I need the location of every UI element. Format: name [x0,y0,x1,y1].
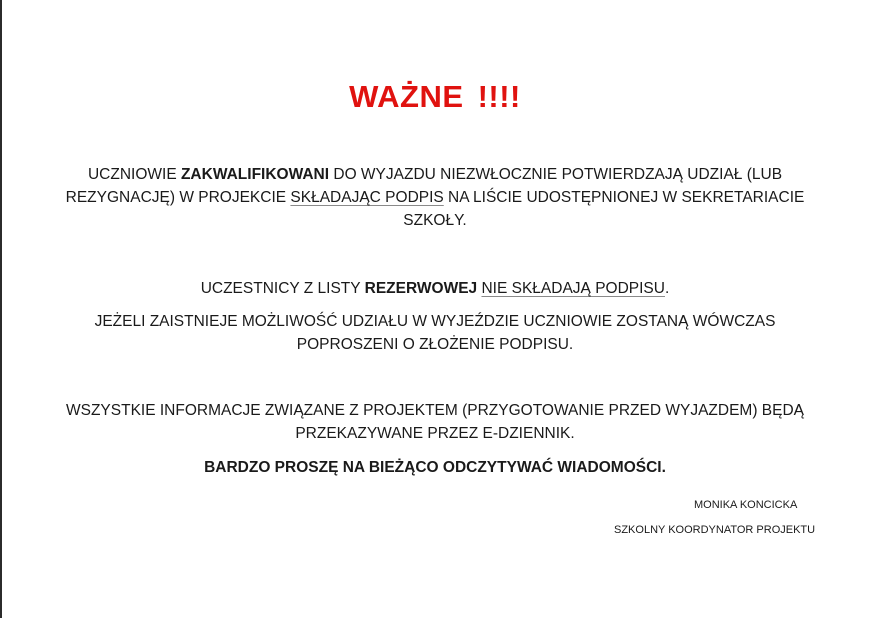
p5-bold-text: BARDZO PROSZĘ NA BIEŻĄCO ODCZYTYWAĆ WIADOMOŚCI. [204,459,666,476]
signature-name: MONIKA KONCICKA [694,499,798,511]
p2-underlined-no-signature: NIE SKŁADAJĄ PODPISU [481,280,665,297]
p1-bold-qualified: ZAKWALIFIKOWANI [180,166,330,183]
title-word: WAŻNE [349,79,464,114]
p1-text-e: NA LIŚCIE UDOSTĘPNIONEJ W SEKRETARIACIE SZKOŁY. [403,189,805,229]
p1-text-a: UCZNIOWIE [87,166,181,183]
title-exclamations: !!!! [477,79,521,114]
paragraph-please-read [60,456,810,479]
paragraph-possibility: JEŻELI ZAISTNIEJE MOŻLIWOŚĆ UDZIAŁU W WYJEŹDZIE UCZNIOWIE ZOSTANĄ WÓWCZAS POPROSZENI O ZŁOŻENIE PODPISU. [94,313,776,353]
p1-underlined-signature: SKŁADAJĄC PODPIS [290,189,444,206]
paragraph-information: WSZYSTKIE INFORMACJE ZWIĄZANE Z PROJEKTEM (PRZYGOTOWANIE PRZED WYJAZDEM) BĘDĄ PRZEKAZYWANE PRZEZ E-DZIENNIK. [65,402,804,442]
p2-text-e: . [664,280,670,297]
signature-role: SZKOLNY KOORDYNATOR PROJEKTU [614,524,816,536]
p2-bold-reserve: REZERWOWEJ [364,280,478,297]
paragraph-reserve-list [60,277,810,300]
p1-text-c: DO WYJAZDU NIEZWŁOCZNIE POTWIERDZAJĄ UDZIAŁ (LUB REZYGNACJĘ) W PROJEKCIE [65,166,783,206]
p2-text-a: UCZESTNICY Z LISTY [200,280,365,297]
notice-title [0,78,870,116]
paragraph-qualified-students [60,163,810,232]
